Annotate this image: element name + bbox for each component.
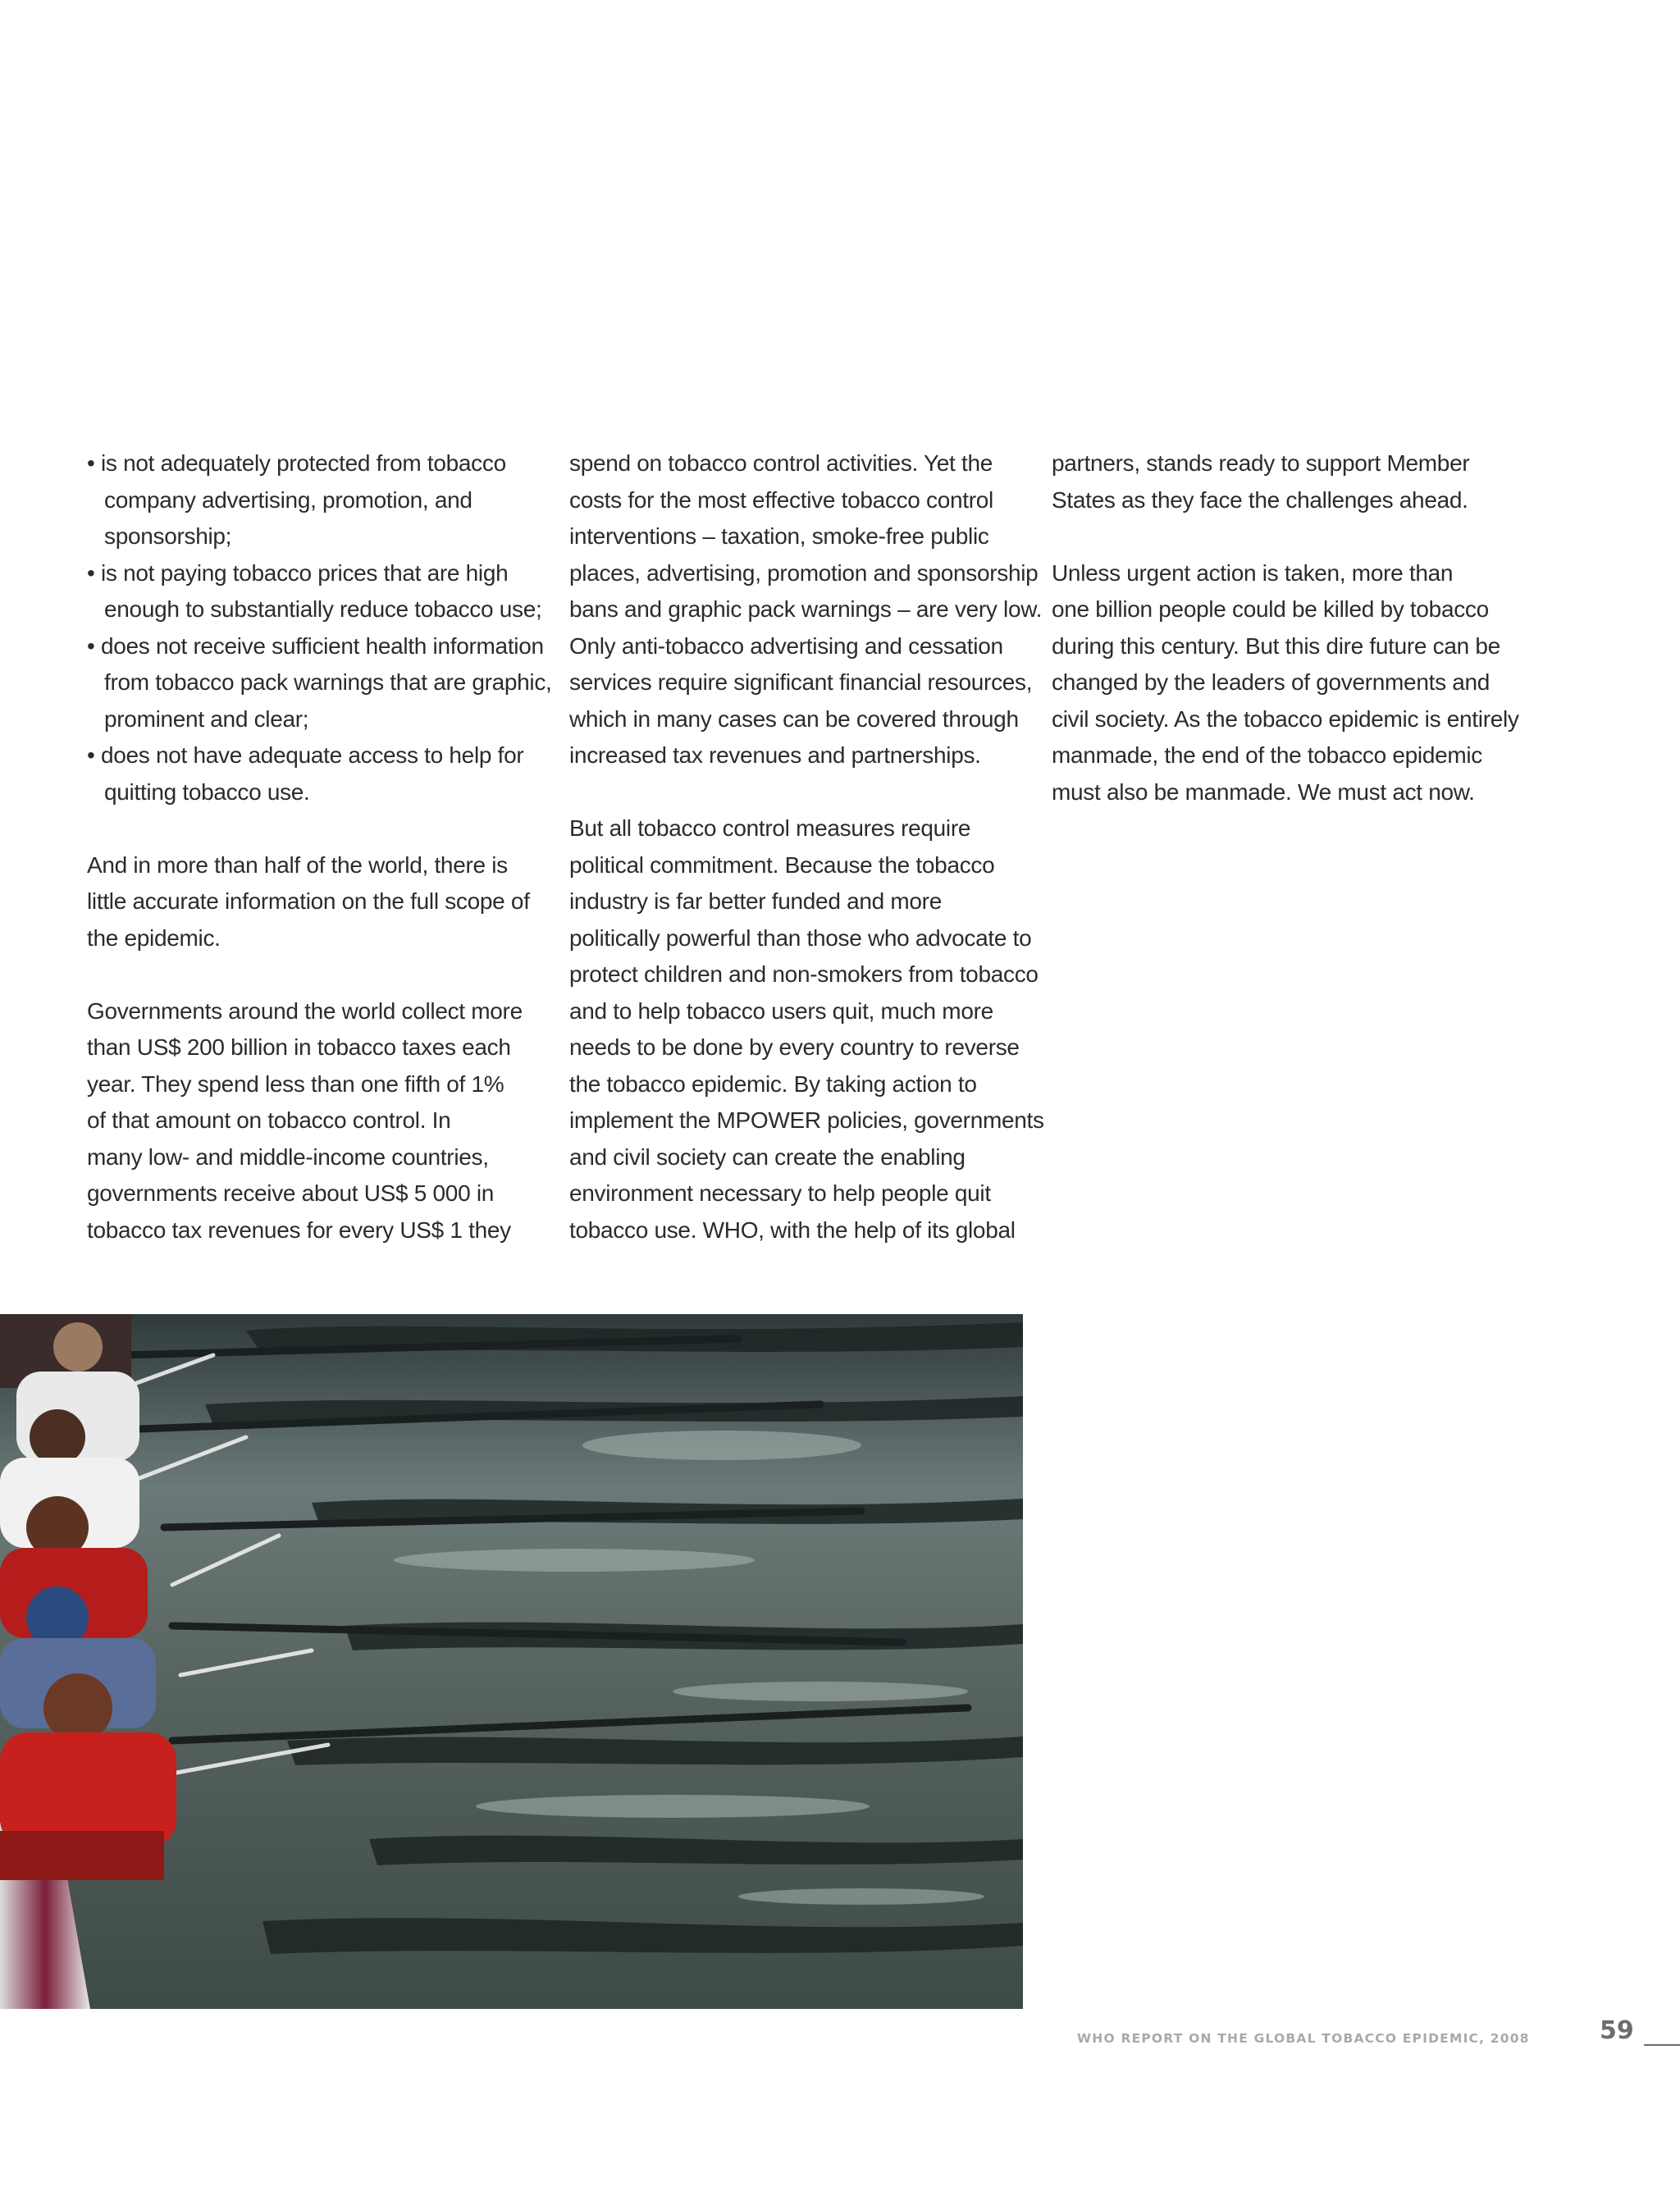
text-column-3 [1052,445,1523,810]
text-line: governments receive about US$ 5 000 in [87,1180,495,1206]
text-line: changed by the leaders of governments and [1052,669,1491,695]
paragraph-gap [1052,518,1523,555]
text-line: But all tobacco control measures require [569,815,971,841]
text-line: must also be manmade. We must act now. [1052,778,1475,805]
text-line: Unless urgent action is taken, more than [1052,559,1454,586]
text-column-1 [87,445,559,1248]
text-column-2 [569,445,1044,1248]
text-line: Only anti-tobacco advertising and cessation [569,632,1003,659]
text-line: places, advertising, promotion and sponsorship [569,559,1039,586]
paragraph [1052,555,1523,811]
bullet-item [87,445,559,555]
text-line: company advertising, promotion, and [104,486,472,513]
text-line: manmade, the end of the tobacco epidemic [1052,742,1483,768]
paragraph [87,993,559,1249]
text-line: tobacco use. WHO, with the help of its global [569,1216,1016,1243]
text-line: Governments around the world collect more [87,997,523,1024]
text-line: • does not receive sufficient health information [87,632,544,659]
text-line: politically powerful than those who advocate to [569,924,1032,951]
text-line: industry is far better funded and more [569,888,942,914]
report-title-footer: WHO REPORT ON THE GLOBAL TOBACCO EPIDEMIC, 2008 [1077,2031,1530,2046]
text-line: spend on tobacco control activities. Yet the [569,450,993,476]
text-line: environment necessary to help people quit [569,1180,991,1206]
text-line: the tobacco epidemic. By taking action to [569,1070,977,1097]
text-line: • does not have adequate access to help for [87,742,524,768]
text-line: needs to be done by every country to reverse [569,1034,1020,1060]
text-line: • is not adequately protected from tobacco [87,450,506,476]
text-line: of that amount on tobacco control. In [87,1107,451,1133]
page-number: 59 [1600,2016,1634,2045]
text-line: And in more than half of the world, there is [87,851,508,878]
text-line: sponsorship; [104,523,232,549]
text-line: and to help tobacco users quit, much more [569,997,993,1024]
paragraph [569,445,1041,774]
bullet-item [87,737,559,810]
text-line: costs for the most effective tobacco control [569,486,993,513]
text-line: political commitment. Because the tobacco [569,851,995,878]
text-line: partners, stands ready to support Member [1052,450,1470,476]
text-line: tobacco tax revenues for every US$ 1 they [87,1216,511,1243]
bullet-item [87,555,559,628]
paragraph-gap [87,810,559,847]
text-line: which in many cases can be covered through [569,705,1019,732]
text-line: and civil society can create the enabling [569,1143,966,1170]
text-line: from tobacco pack warnings that are graphic, [104,669,552,695]
text-line: States as they face the challenges ahead. [1052,486,1468,513]
text-line: quitting tobacco use. [104,778,310,805]
text-line: one billion people could be killed by tobacco [1052,596,1489,622]
text-line: increased tax revenues and partnerships. [569,742,981,768]
rowing-photo-illustration [0,1314,1023,2009]
text-line: year. They spend less than one fifth of 1% [87,1070,504,1097]
text-line: during this century. But this dire future can be [1052,632,1500,659]
text-line: bans and graphic pack warnings – are very low. [569,596,1043,622]
paragraph [87,847,559,957]
text-line: many low- and middle-income countries, [87,1143,489,1170]
bullet-item [87,628,559,738]
text-line: little accurate information on the full scope of [87,888,530,914]
text-line: enough to substantially reduce tobacco use; [104,596,542,622]
text-line: the epidemic. [87,924,221,951]
text-line: interventions – taxation, smoke-free public [569,523,989,549]
rowing-crew-photo [0,1314,1023,2009]
text-line: • is not paying tobacco prices that are high [87,559,509,586]
paragraph-gap [569,774,1041,811]
paragraph [569,810,1044,1248]
text-line: services require significant financial resources, [569,669,1033,695]
text-line: protect children and non-smokers from tobacco [569,961,1039,987]
page-number-rule [1644,2044,1680,2046]
text-line: than US$ 200 billion in tobacco taxes each [87,1034,511,1060]
text-line: civil society. As the tobacco epidemic is entirely [1052,705,1519,732]
text-line: implement the MPOWER policies, governments [569,1107,1044,1133]
paragraph [1052,445,1523,518]
text-line: prominent and clear; [104,705,309,732]
paragraph-gap [87,956,559,993]
